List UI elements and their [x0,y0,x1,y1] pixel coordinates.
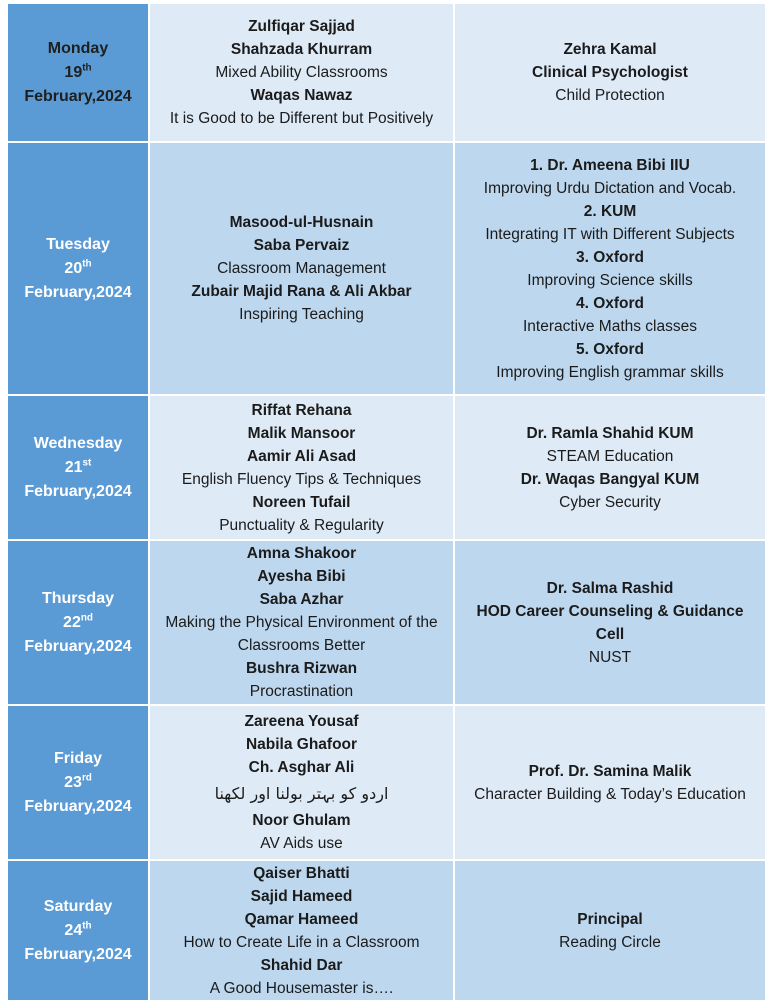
date-number: 22 [63,613,81,631]
topic-line: Interactive Maths classes [522,317,697,335]
name-line: Dr. Ramla Shahid KUM [526,424,694,442]
topic-line: AV Aids use [260,835,343,852]
name-line: Waqas Nawaz [250,87,353,104]
topic-line: Inspiring Teaching [239,306,364,323]
name-line: Zareena Yousaf [244,713,359,730]
session-cell [150,861,453,1000]
date-number-line [14,456,142,480]
name-line: Prof. Dr. Samina Malik [528,762,692,780]
name-line: Shahzada Khurram [230,41,373,58]
speaker-cell [455,396,765,539]
name-line: Shahid Dar [260,956,343,974]
name-line: Noreen Tufail [252,493,351,511]
topic-line: Procrastination [249,683,354,700]
urdu-topic-line: اردو کو بہتر بولنا اور لکھنا [214,784,389,803]
speaker-cell [455,706,765,859]
date-ordinal: rd [81,772,92,784]
weekly-schedule-table [8,4,765,1000]
session-cell [150,143,453,394]
name-line: Zulfiqar Sajjad [248,18,355,35]
topic-line: NUST [588,648,632,666]
name-line: Malik Mansoor [247,424,356,442]
date-ordinal: th [82,920,92,932]
name-line: Qaiser Bhatti [253,864,350,882]
date-number: 20 [64,259,83,277]
speaker-cell [455,4,765,141]
weekday-label: Saturday [43,897,113,915]
session-cell [150,541,453,704]
name-line: HOD Career Counseling & Guidance Cell [476,602,744,643]
name-line: Zubair Majid Rana & Ali Akbar [191,283,412,300]
speaker-cell [455,861,765,1000]
topic-line: Improving English grammar skills [496,363,724,381]
topic-line: Integrating IT with Different Subjects [485,225,735,243]
name-line: Dr. Salma Rashid [546,579,674,597]
speaker-cell [455,143,765,394]
date-ordinal: th [82,258,92,270]
name-line: Clinical Psychologist [532,64,688,81]
name-line: Riffat Rehana [251,401,352,419]
name-line: Aamir Ali Asad [246,447,357,465]
day-cell-tuesday [8,143,148,394]
topic-line: Cyber Security [559,493,661,511]
session-cell [150,396,453,539]
topic-line: Punctuality & Regularity [219,516,384,534]
topic-line: Making the Physical Environment of the Classrooms Better [165,614,438,654]
topic-line: STEAM Education [546,447,674,465]
weekday-label: Tuesday [46,235,110,253]
weekday-label: Monday [47,39,109,57]
day-cell-wednesday [8,396,148,539]
name-line: Qamar Hameed [244,910,359,928]
name-line: Amna Shakoor [246,545,357,562]
day-cell-saturday [8,861,148,1000]
day-cell-friday [8,706,148,859]
name-line: Zehra Kamal [563,41,657,58]
topic-line: A Good Housemaster is…. [209,979,394,997]
name-line: Noor Ghulam [252,812,351,829]
date-number-line [14,611,142,635]
name-line: Bushra Rizwan [245,660,358,677]
date-number: 19 [64,63,83,81]
topic-line: Mixed Ability Classrooms [215,64,388,81]
name-line: 4. Oxford [575,294,645,312]
name-line: Principal [577,910,643,928]
name-line: Saba Azhar [259,591,344,608]
name-line: Ayesha Bibi [257,568,346,585]
date-number-line [14,257,142,281]
date-number: 21 [64,458,83,476]
day-cell-thursday [8,541,148,704]
name-line: 3. Oxford [575,248,645,266]
topic-line: Improving Science skills [527,271,693,289]
name-line: Nabila Ghafoor [245,736,358,753]
month-year-label: February,2024 [24,87,132,105]
weekday-label: Wednesday [33,434,123,452]
topic-line: Classroom Management [217,260,386,277]
session-cell [150,4,453,141]
name-line: Masood-ul-Husnain [229,214,374,231]
date-number-line [14,771,142,795]
topic-line: Improving Urdu Dictation and Vocab. [483,179,737,197]
speaker-cell [455,541,765,704]
session-cell [150,706,453,859]
month-year-label: February,2024 [24,637,132,655]
weekday-label: Thursday [41,589,114,607]
month-year-label: February,2024 [24,945,132,963]
name-line: Dr. Waqas Bangyal KUM [520,470,700,488]
date-ordinal: nd [80,612,93,624]
topic-line: Child Protection [555,87,665,104]
name-line: 2. KUM [583,202,637,220]
topic-line: It is Good to be Different but Positively [169,110,434,127]
name-line: Saba Pervaiz [253,237,350,254]
name-line: 5. Oxford [575,340,645,358]
topic-line: Character Building & Today’s Education [474,785,746,803]
topic-line: Reading Circle [559,933,661,951]
topic-line: How to Create Life in a Classroom [183,933,420,951]
day-cell-monday [8,4,148,141]
date-number: 23 [64,773,82,791]
date-number-line [14,61,142,85]
month-year-label: February,2024 [24,797,132,815]
date-ordinal: st [82,457,92,469]
weekday-label: Friday [53,749,102,767]
month-year-label: February,2024 [24,283,132,301]
topic-line: English Fluency Tips & Techniques [181,470,422,488]
date-number: 24 [64,921,83,939]
date-number-line [14,919,142,943]
month-year-label: February,2024 [24,482,132,500]
name-line: Ch. Asghar Ali [248,759,355,776]
name-line: 1. Dr. Ameena Bibi IIU [530,156,690,174]
name-line: Sajid Hameed [250,887,353,905]
date-ordinal: th [82,62,92,74]
